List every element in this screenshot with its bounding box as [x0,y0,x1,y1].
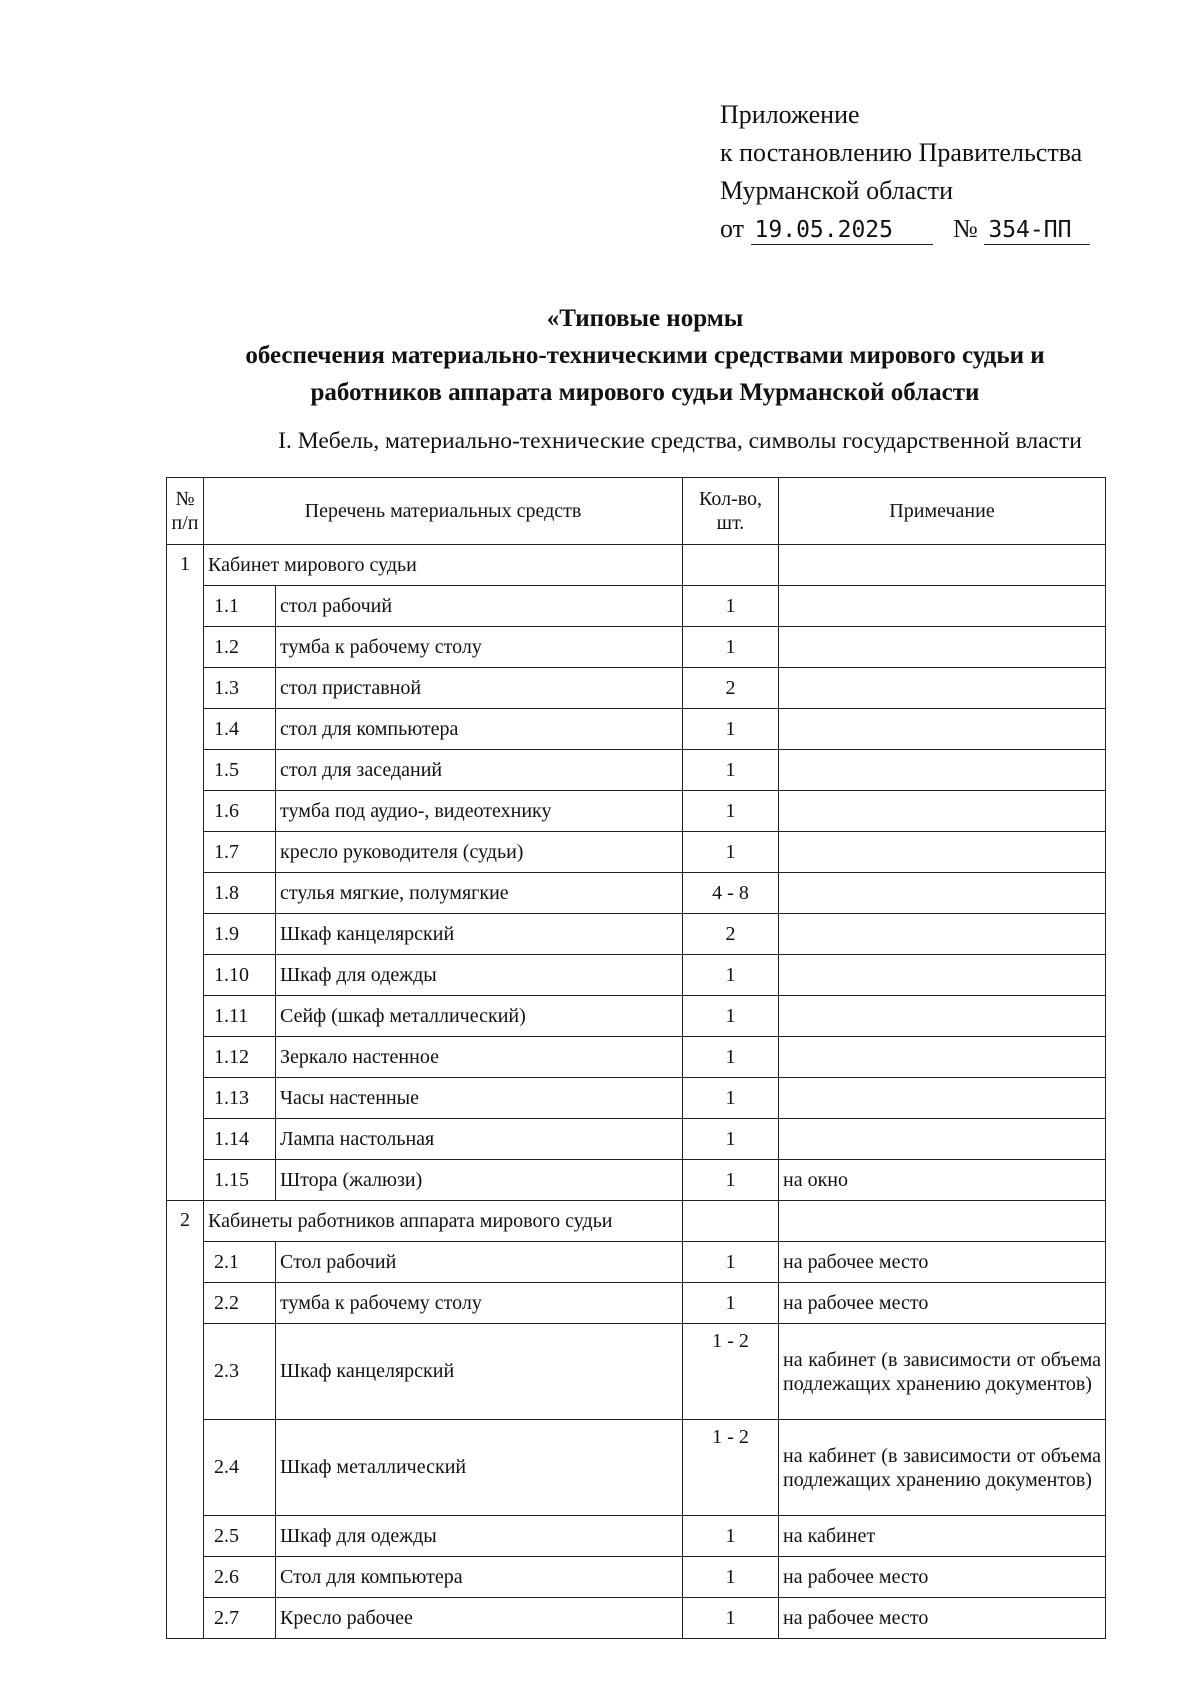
item-name: стол для заседаний [276,750,683,791]
item-number: 2.7 [204,1598,276,1639]
table-row [167,668,1106,709]
appendix-block [720,96,1090,248]
date-prefix: от [720,214,745,243]
item-note [779,832,1106,873]
table-group-row [167,545,1106,586]
item-note [779,627,1106,668]
item-note: на кабинет (в зависимости от объема подлежащих хранению документов) [779,1420,1106,1516]
item-name: Штора (жалюзи) [276,1160,683,1201]
item-qty: 1 [683,1242,779,1283]
appendix-date-line [720,210,1090,248]
item-name: кресло руководителя (судьи) [276,832,683,873]
item-name: Шкаф для одежды [276,955,683,996]
appendix-line-1: Приложение [720,100,860,129]
item-qty: 1 [683,955,779,996]
item-qty: 1 [683,1078,779,1119]
table-row [167,873,1106,914]
item-number: 2.1 [204,1242,276,1283]
header-note: Примечание [779,478,1106,545]
item-qty: 1 - 2 [683,1324,779,1420]
section-title: I. Мебель, материально-технические средства, символы государственной власти [278,428,1082,454]
group-qty [683,1201,779,1242]
item-number: 1.14 [204,1119,276,1160]
item-note: на рабочее место [779,1283,1106,1324]
item-note [779,873,1106,914]
table-row [167,1119,1106,1160]
table-row [167,1420,1106,1516]
item-qty: 1 [683,1160,779,1201]
table-row [167,1160,1106,1201]
item-name: Шкаф для одежды [276,1516,683,1557]
item-number: 1.4 [204,709,276,750]
table-row [167,1516,1106,1557]
appendix-line-2: к постановлению Правительства [720,138,1083,167]
item-name: стол для компьютера [276,709,683,750]
table-row [167,832,1106,873]
item-note: на кабинет (в зависимости от объема подлежащих хранению документов) [779,1324,1106,1420]
item-qty: 1 [683,750,779,791]
title-line-2: обеспечения материально-техническими средствами мирового судьи и [245,342,1045,369]
item-note [779,791,1106,832]
item-number: 1.1 [204,586,276,627]
resolution-date: 19.05.2025 [751,216,933,245]
number-prefix: № [953,214,978,243]
item-number: 2.2 [204,1283,276,1324]
table-row [167,1242,1106,1283]
item-name: Сейф (шкаф металлический) [276,996,683,1037]
table-group-row [167,1201,1106,1242]
item-name: Зеркало настенное [276,1037,683,1078]
item-number: 1.13 [204,1078,276,1119]
table-row [167,709,1106,750]
table-row [167,586,1106,627]
item-qty: 1 [683,1516,779,1557]
item-number: 2.6 [204,1557,276,1598]
table-row [167,1037,1106,1078]
item-name: тумба к рабочему столу [276,627,683,668]
item-name: Часы настенные [276,1078,683,1119]
group-name: Кабинеты работников аппарата мирового судьи [204,1201,683,1242]
item-number: 1.5 [204,750,276,791]
item-qty: 4 - 8 [683,873,779,914]
item-number: 1.15 [204,1160,276,1201]
group-note [779,1201,1106,1242]
item-number: 1.8 [204,873,276,914]
item-qty: 1 [683,1557,779,1598]
header-name: Перечень материальных средств [204,478,683,545]
item-note: на рабочее место [779,1557,1106,1598]
table-row [167,750,1106,791]
table-row [167,791,1106,832]
appendix-line-3: Мурманской области [720,176,953,205]
group-name: Кабинет мирового судьи [204,545,683,586]
item-name: Шкаф металлический [276,1420,683,1516]
item-number: 1.2 [204,627,276,668]
item-number: 2.4 [204,1420,276,1516]
item-name: Кресло рабочее [276,1598,683,1639]
item-number: 2.3 [204,1324,276,1420]
item-number: 2.5 [204,1516,276,1557]
table-row [167,955,1106,996]
item-number: 1.3 [204,668,276,709]
item-note [779,586,1106,627]
item-note [779,1037,1106,1078]
item-name: Стол для компьютера [276,1557,683,1598]
item-note: на кабинет [779,1516,1106,1557]
item-number: 1.7 [204,832,276,873]
item-name: стол приставной [276,668,683,709]
item-number: 1.11 [204,996,276,1037]
resolution-number: 354-ПП [984,216,1090,245]
header-qty: Кол-во, шт. [683,478,779,545]
table-row [167,1598,1106,1639]
item-number: 1.12 [204,1037,276,1078]
table-row [167,627,1106,668]
title-line-1: «Типовые нормы [546,305,744,332]
group-number: 1 [167,545,204,1201]
item-number: 1.9 [204,914,276,955]
item-name: тумба к рабочему столу [276,1283,683,1324]
item-qty: 2 [683,914,779,955]
item-qty: 1 - 2 [683,1420,779,1516]
item-qty: 2 [683,668,779,709]
table-row [167,1283,1106,1324]
item-note [779,955,1106,996]
item-name: тумба под аудио-, видеотехнику [276,791,683,832]
table-row [167,1078,1106,1119]
group-number: 2 [167,1201,204,1639]
item-qty: 1 [683,1598,779,1639]
item-note: на рабочее место [779,1242,1106,1283]
group-qty [683,545,779,586]
table-row [167,1557,1106,1598]
item-note: на окно [779,1160,1106,1201]
item-qty: 1 [683,709,779,750]
item-qty: 1 [683,1283,779,1324]
item-qty: 1 [683,586,779,627]
item-note [779,996,1106,1037]
document-title [60,300,1200,411]
item-name: стулья мягкие, полумягкие [276,873,683,914]
table-row [167,1324,1106,1420]
item-qty: 1 [683,1037,779,1078]
table-header-row [167,478,1106,545]
item-note [779,1119,1106,1160]
norms-table [166,477,1106,1639]
item-number: 1.10 [204,955,276,996]
item-note [779,914,1106,955]
title-line-3: работников аппарата мирового судьи Мурманской области [310,379,980,406]
item-name: стол рабочий [276,586,683,627]
header-num: № п/п [167,478,204,545]
item-qty: 1 [683,627,779,668]
group-note [779,545,1106,586]
item-name: Шкаф канцелярский [276,1324,683,1420]
table-body [167,545,1106,1639]
table-row [167,914,1106,955]
item-note [779,668,1106,709]
item-note [779,750,1106,791]
item-name: Шкаф канцелярский [276,914,683,955]
item-qty: 1 [683,791,779,832]
item-number: 1.6 [204,791,276,832]
item-note [779,709,1106,750]
item-qty: 1 [683,996,779,1037]
item-note [779,1078,1106,1119]
item-name: Стол рабочий [276,1242,683,1283]
item-qty: 1 [683,832,779,873]
table-row [167,996,1106,1037]
item-qty: 1 [683,1119,779,1160]
item-note: на рабочее место [779,1598,1106,1639]
item-name: Лампа настольная [276,1119,683,1160]
